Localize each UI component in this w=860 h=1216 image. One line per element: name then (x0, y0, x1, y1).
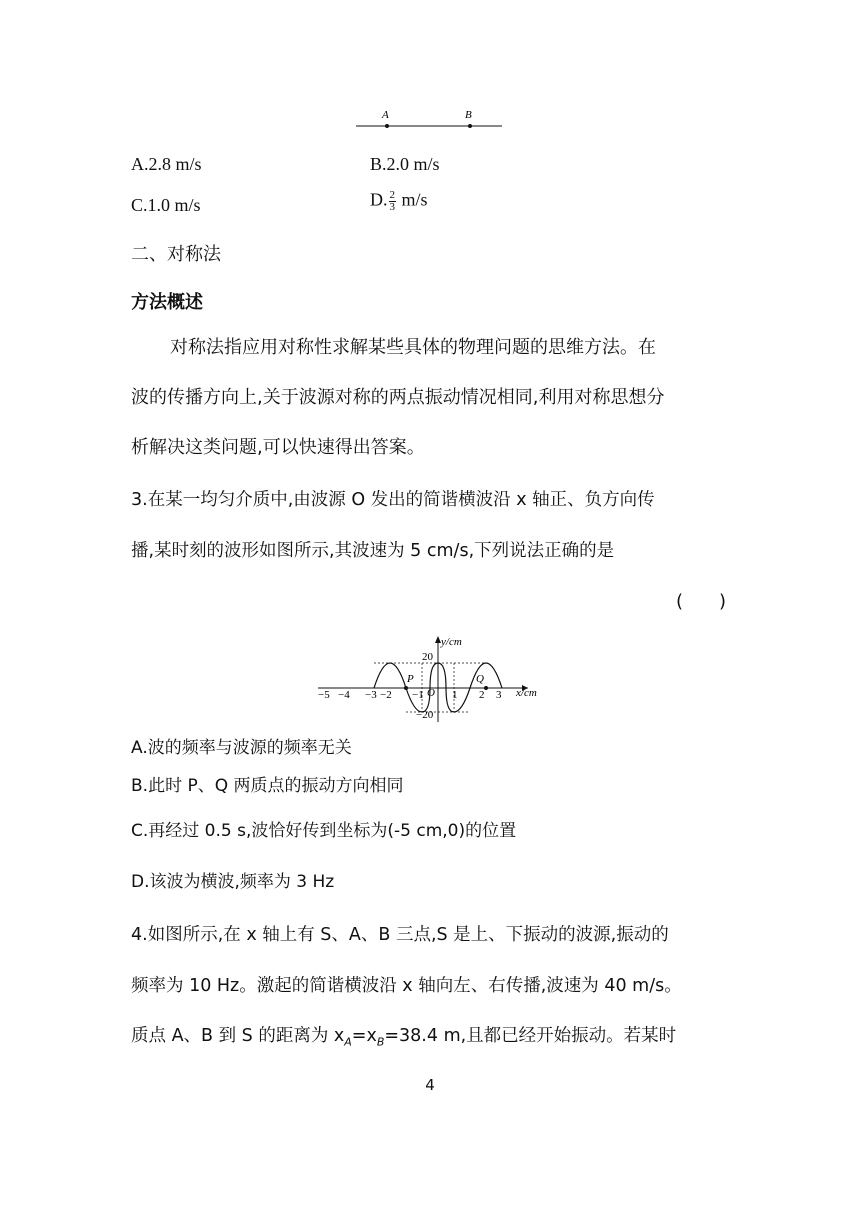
x-tick-3: 3 (496, 689, 502, 701)
fraction-denominator: 3 (389, 201, 395, 213)
option-a: A.2.8 m/s (131, 154, 202, 174)
q3-option-d: D.该波为横波,频率为 3 Hz (131, 872, 335, 892)
y-tick-minus-20: −20 (416, 709, 434, 721)
q3-option-b: B.此时 P、Q 两质点的振动方向相同 (131, 776, 404, 796)
x-tick-2: 2 (479, 689, 485, 701)
point-q-label: Q (476, 673, 484, 685)
point-a-dot (385, 124, 389, 128)
q4-line-1: 4.如图所示,在 x 轴上有 S、A、B 三点,S 是上、下振动的波源,振动的 (131, 925, 669, 945)
q3-line-1: 3.在某一均匀介质中,由波源 O 发出的简谐横波沿 x 轴正、负方向传 (131, 490, 655, 510)
x-tick-minus-1: −1 (412, 689, 424, 701)
option-d-suffix: m/s (397, 189, 428, 210)
section-title: 二、对称法 (131, 244, 221, 265)
q4-line-2: 频率为 10 Hz。激起的简谐横波沿 x 轴向左、右传播,波速为 40 m/s。 (131, 976, 682, 996)
option-c: C.1.0 m/s (131, 195, 201, 215)
point-b-label: B (465, 109, 472, 121)
q3-answer-bracket: ( ) (676, 591, 727, 612)
subscript-a: A (344, 1035, 352, 1049)
point-p-label: P (407, 673, 414, 685)
page-number: 4 (425, 1076, 435, 1094)
q4-line-3 (131, 1028, 676, 1048)
point-q-dot (484, 686, 488, 690)
q3-option-c: C.再经过 0.5 s,波恰好传到坐标为(-5 cm,0)的位置 (131, 821, 517, 841)
point-a-label: A (382, 109, 389, 121)
x-tick-minus-5: −5 (318, 689, 330, 701)
y-tick-20: 20 (422, 651, 433, 663)
option-d-fraction (389, 190, 397, 213)
option-d-prefix: D. (370, 189, 388, 210)
y-axis-label: y/cm (441, 636, 462, 648)
x-tick-minus-2: −2 (380, 689, 392, 701)
option-d (370, 190, 428, 213)
q3-option-a: A.波的频率与波源的频率无关 (131, 738, 352, 758)
fraction-numerator: 2 (389, 189, 395, 201)
x-tick-minus-3: −3 (365, 689, 377, 701)
q4-line-3-prefix: 质点 A、B 到 S 的距离为 x (131, 1026, 345, 1046)
q4-line-3-mid: =x (351, 1026, 377, 1046)
q3-line-2: 播,某时刻的波形如图所示,其波速为 5 cm/s,下列说法正确的是 (131, 541, 615, 561)
x-axis-label: x/cm (516, 687, 537, 699)
point-b-dot (468, 124, 472, 128)
paragraph-line-1: 对称法指应用对称性求解某些具体的物理问题的思维方法。在 (170, 337, 656, 358)
q4-line-3-suffix: =38.4 m,且都已经开始振动。若某时 (384, 1026, 677, 1046)
x-tick-minus-4: −4 (338, 689, 350, 701)
point-p-dot (404, 686, 408, 690)
x-tick-1: 1 (452, 689, 458, 701)
paragraph-line-2: 波的传播方向上,关于波源对称的两点振动情况相同,利用对称思想分 (131, 387, 665, 408)
section-subtitle: 方法概述 (131, 292, 203, 313)
wave-figure (310, 630, 550, 725)
subscript-b: B (376, 1035, 385, 1049)
paragraph-line-3: 析解决这类问题,可以快速得出答案。 (131, 437, 425, 458)
origin-label: O (427, 687, 435, 699)
ab-line-figure (350, 100, 510, 135)
option-b: B.2.0 m/s (370, 154, 440, 174)
